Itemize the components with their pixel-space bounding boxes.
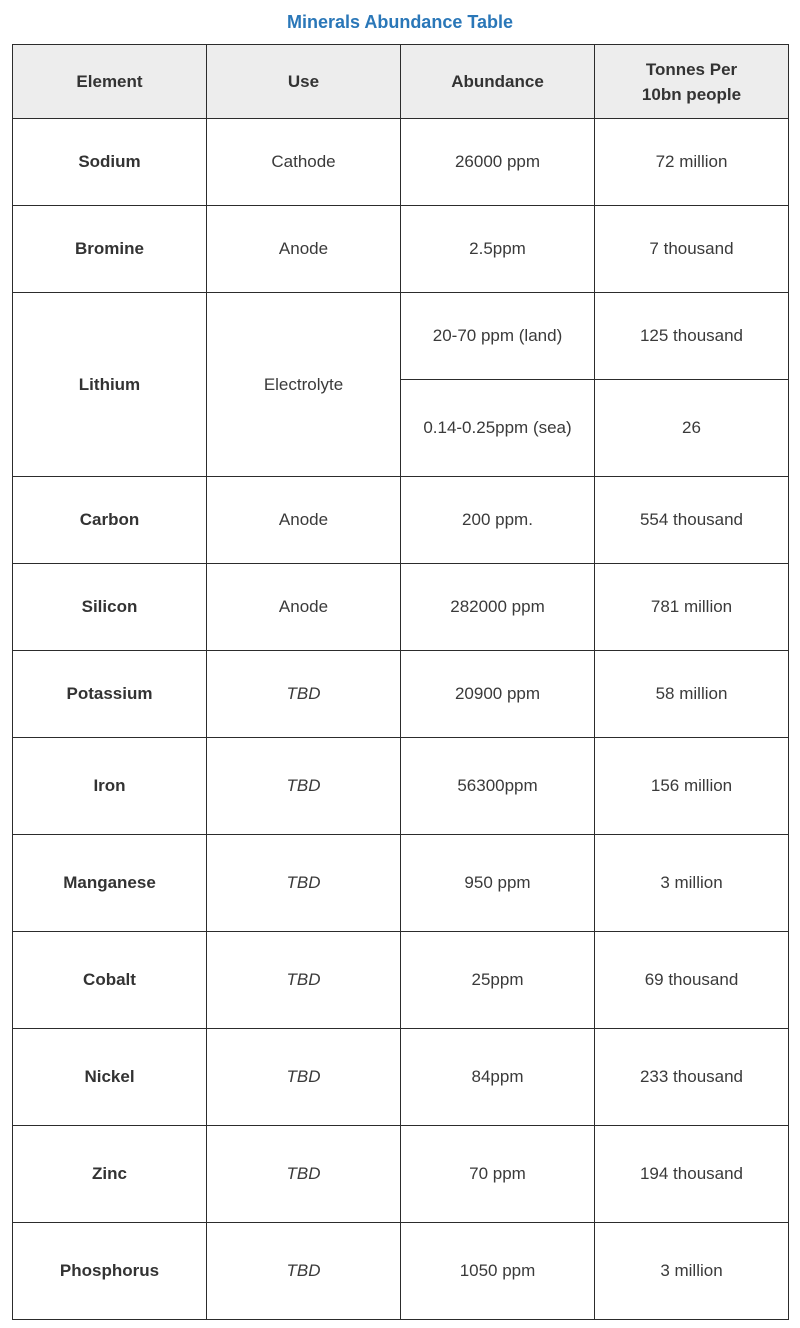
table-row xyxy=(13,206,789,293)
use-cell: TBD xyxy=(207,835,401,932)
element-cell: Nickel xyxy=(13,1029,207,1126)
table-title: Minerals Abundance Table xyxy=(286,12,514,32)
tonnes-cell: 69 thousand xyxy=(595,932,789,1029)
header-tonnes-line1: Tonnes Per xyxy=(645,59,738,79)
table-row xyxy=(13,293,789,380)
abundance-cell: 282000 ppm xyxy=(401,564,595,651)
abundance-cell: 0.14-0.25ppm (sea) xyxy=(401,380,595,477)
header-tonnes-line2: 10bn people xyxy=(641,84,742,104)
abundance-cell: 1050 ppm xyxy=(401,1223,595,1320)
table-row xyxy=(13,1126,789,1223)
abundance-cell: 25ppm xyxy=(401,932,595,1029)
table-row xyxy=(13,1223,789,1320)
table-row xyxy=(13,651,789,738)
element-cell: Sodium xyxy=(13,119,207,206)
use-cell: TBD xyxy=(207,1029,401,1126)
tonnes-cell: 58 million xyxy=(595,651,789,738)
table-row xyxy=(13,835,789,932)
element-cell: Cobalt xyxy=(13,932,207,1029)
abundance-cell: 20900 ppm xyxy=(401,651,595,738)
element-cell: Phosphorus xyxy=(13,1223,207,1320)
element-cell: Carbon xyxy=(13,477,207,564)
header-row xyxy=(13,45,789,119)
abundance-cell: 200 ppm. xyxy=(401,477,595,564)
minerals-abundance-table xyxy=(12,44,789,1320)
use-cell: Electrolyte xyxy=(207,293,401,477)
use-cell: Anode xyxy=(207,206,401,293)
tonnes-cell: 72 million xyxy=(595,119,789,206)
abundance-cell: 20-70 ppm (land) xyxy=(401,293,595,380)
element-cell: Iron xyxy=(13,738,207,835)
use-cell: TBD xyxy=(207,1223,401,1320)
element-cell: Silicon xyxy=(13,564,207,651)
table-row xyxy=(13,564,789,651)
header-abundance: Abundance xyxy=(401,45,595,119)
tonnes-cell: 26 xyxy=(595,380,789,477)
table-row xyxy=(13,738,789,835)
abundance-cell: 2.5ppm xyxy=(401,206,595,293)
element-cell: Manganese xyxy=(13,835,207,932)
use-cell: Cathode xyxy=(207,119,401,206)
tonnes-cell: 125 thousand xyxy=(595,293,789,380)
element-cell: Potassium xyxy=(13,651,207,738)
abundance-cell: 70 ppm xyxy=(401,1126,595,1223)
header-tonnes xyxy=(595,45,789,119)
tonnes-cell: 3 million xyxy=(595,1223,789,1320)
tonnes-cell: 194 thousand xyxy=(595,1126,789,1223)
header-element: Element xyxy=(13,45,207,119)
tonnes-cell: 3 million xyxy=(595,835,789,932)
use-cell: Anode xyxy=(207,477,401,564)
abundance-cell: 56300ppm xyxy=(401,738,595,835)
tonnes-cell: 554 thousand xyxy=(595,477,789,564)
use-cell: TBD xyxy=(207,932,401,1029)
use-cell: TBD xyxy=(207,1126,401,1223)
header-use: Use xyxy=(207,45,401,119)
table-row xyxy=(13,119,789,206)
use-cell: Anode xyxy=(207,564,401,651)
tonnes-cell: 7 thousand xyxy=(595,206,789,293)
use-cell: TBD xyxy=(207,738,401,835)
table-row xyxy=(13,477,789,564)
tonnes-cell: 156 million xyxy=(595,738,789,835)
use-cell: TBD xyxy=(207,651,401,738)
tonnes-cell: 233 thousand xyxy=(595,1029,789,1126)
abundance-cell: 84ppm xyxy=(401,1029,595,1126)
element-cell: Lithium xyxy=(13,293,207,477)
element-cell: Zinc xyxy=(13,1126,207,1223)
table-row xyxy=(13,932,789,1029)
element-cell: Bromine xyxy=(13,206,207,293)
abundance-cell: 950 ppm xyxy=(401,835,595,932)
tonnes-cell: 781 million xyxy=(595,564,789,651)
table-row xyxy=(13,1029,789,1126)
abundance-cell: 26000 ppm xyxy=(401,119,595,206)
